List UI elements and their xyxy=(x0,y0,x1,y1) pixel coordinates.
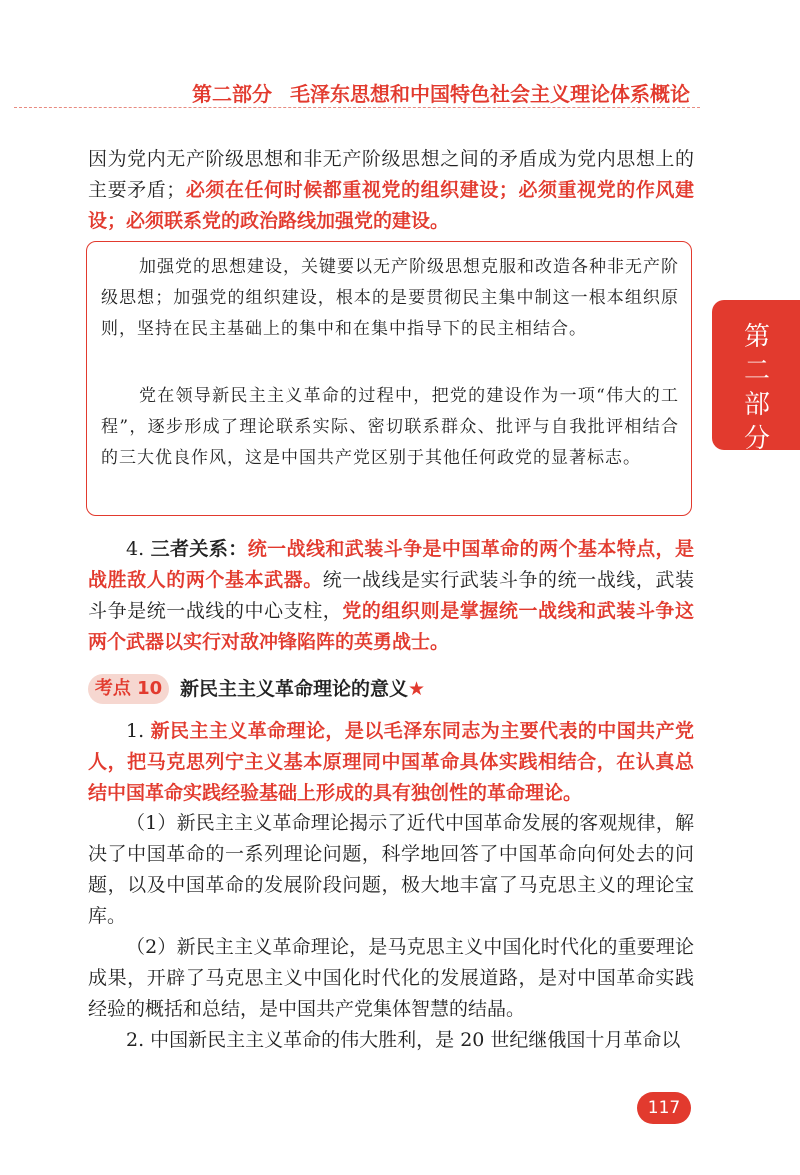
note-paragraph-1: 加强党的思想建设，关键要以无产阶级思想克服和改造各种非无产阶级思想；加强党的组织建设，根本的是要贯彻民主集中制这一根本组织原则，坚持在民主基础上的集中和在集中指导下的民主相结合。 xyxy=(101,257,679,339)
paragraph-significance-1a: （1）新民主主义革命理论揭示了近代中国革命发展的客观规律，解决了中国革命的一系列理论问题，科学地回答了中国革命向何处去的问题，以及中国革命的发展阶段问题，极大地丰富了马克思主义的理论宝库。 xyxy=(88,812,694,927)
section-title-text: 新民主主义革命理论的意义 xyxy=(180,678,409,700)
paragraph-party-building xyxy=(88,144,694,237)
section-title xyxy=(180,674,425,704)
note-box xyxy=(86,241,692,516)
section-heading xyxy=(88,672,694,706)
highlight-text: 必须在任何时候都重视党的组织建设；必须重视党的作风建设；必须联系党的政治路线加强党的建设。 xyxy=(88,179,694,232)
paragraph-relationship xyxy=(88,534,694,658)
highlight-text: 新民主主义革命理论，是以毛泽东同志为主要代表的中国共产党人，把马克思列宁主义基本原理同中国革命具体实践相结合，在认真总结中国革命实践经验基础上形成的具有独创性的革命理论。 xyxy=(88,720,694,804)
header-divider xyxy=(14,107,700,108)
paragraph-text: 统一战线是实行武装斗争的统一战线，武装斗争是统一战线的中心支柱， xyxy=(88,569,694,622)
paragraph-text: 因为党内无产阶级思想和非无产阶级思想之间的矛盾成为党内思想上的主要矛盾； xyxy=(88,148,694,201)
exam-point-badge: 考点 10 xyxy=(88,674,169,704)
paragraph-significance-2: 2. 中国新民主主义革命的伟大胜利，是 20 世纪继俄国十月革命以 xyxy=(126,1029,681,1051)
page-number: 117 xyxy=(637,1092,691,1124)
star-icon: ★ xyxy=(408,678,426,700)
paragraph-significance-1 xyxy=(88,716,694,809)
side-tab xyxy=(712,300,800,454)
highlight-text: 党的组织则是掌握统一战线和武装斗争这两个武器以实行对敌冲锋陷阵的英勇战士。 xyxy=(88,600,694,653)
header-text xyxy=(192,78,690,107)
item-label: 三者关系： xyxy=(150,538,248,560)
running-header xyxy=(0,78,800,108)
paragraph-significance-1b: （2）新民主主义革命理论，是马克思主义中国化时代化的重要理论成果，开辟了马克思主义中国化时代化的发展道路，是对中国革命实践经验的概括和总结，是中国共产党集体智慧的结晶。 xyxy=(88,936,694,1020)
note-paragraph-2: 党在领导新民主主义革命的过程中，把党的建设作为一项“伟大的工程”，逐步形成了理论联系实际、密切联系群众、批评与自我批评相结合的三大优良作风，这是中国共产党区别于其他任何政党的显著标志。 xyxy=(101,386,679,468)
header-title: 毛泽东思想和中国特色社会主义理论体系概论 xyxy=(290,82,690,106)
highlight-text: 统一战线和武装斗争是中国革命的两个基本特点，是战胜敌人的两个基本武器。 xyxy=(88,538,694,591)
item-number: 4. xyxy=(126,538,151,560)
side-tab-label: 第二部分 xyxy=(743,322,770,454)
item-number: 1. xyxy=(126,720,151,742)
header-part: 第二部分 xyxy=(192,82,272,106)
